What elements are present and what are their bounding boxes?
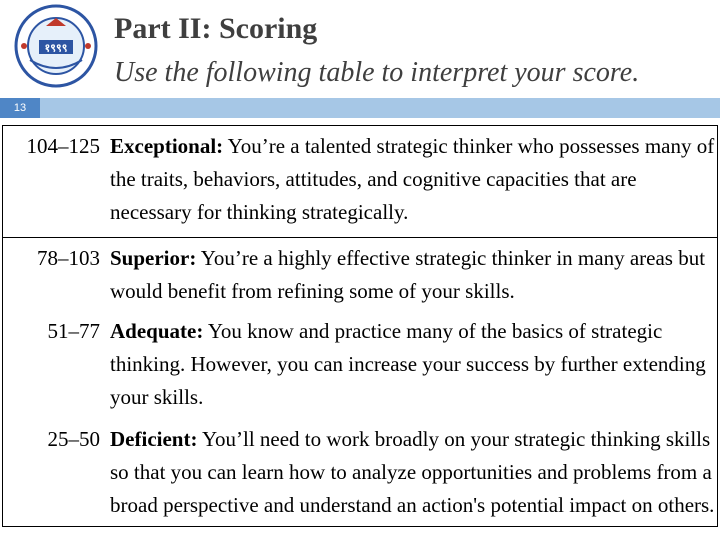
score-label: Exceptional: <box>110 134 224 158</box>
score-description <box>106 238 718 311</box>
scoring-table <box>2 125 718 527</box>
table-row <box>3 419 718 527</box>
score-range: 25–50 <box>47 426 100 451</box>
score-label: Superior: <box>110 246 197 271</box>
page-subtitle: Use the following table to interpret your score. <box>114 57 640 88</box>
score-description-text: You’re a highly effective strategic thinker in many areas but would benefit from refining some of your skills. <box>110 246 706 304</box>
page-title: Part II: Scoring <box>114 12 318 45</box>
header-rule <box>0 98 720 118</box>
score-description-text: You know and practice many of the basics of strategic thinking. However, you can increase your success by further extending your skills. <box>110 319 706 410</box>
academy-seal-icon <box>6 4 106 88</box>
score-range: 78–103 <box>37 246 100 271</box>
score-label: Adequate: <box>110 319 204 344</box>
score-label: Deficient: <box>110 426 198 451</box>
score-description <box>106 419 718 527</box>
table-row <box>3 238 718 311</box>
score-description <box>106 126 718 238</box>
score-description-text: You’ll need to work broadly on your strategic thinking skills so that you can learn how to analyze opportunities and problems from a broad perspective and understand an action's potential impact on others. <box>110 426 715 517</box>
score-description-text: You’re a talented strategic thinker who possesses many of the traits, behaviors, attitudes, and cognitive capacities that are necessary for thinking strategically. <box>110 134 715 224</box>
slide-number: 13 <box>0 98 40 118</box>
table-row <box>3 126 718 238</box>
logo-emblem-text: १९९९ <box>44 41 68 55</box>
score-range: 104–125 <box>3 126 107 238</box>
score-range: 51–77 <box>47 319 100 344</box>
table-row <box>3 311 718 418</box>
score-description <box>106 311 718 418</box>
